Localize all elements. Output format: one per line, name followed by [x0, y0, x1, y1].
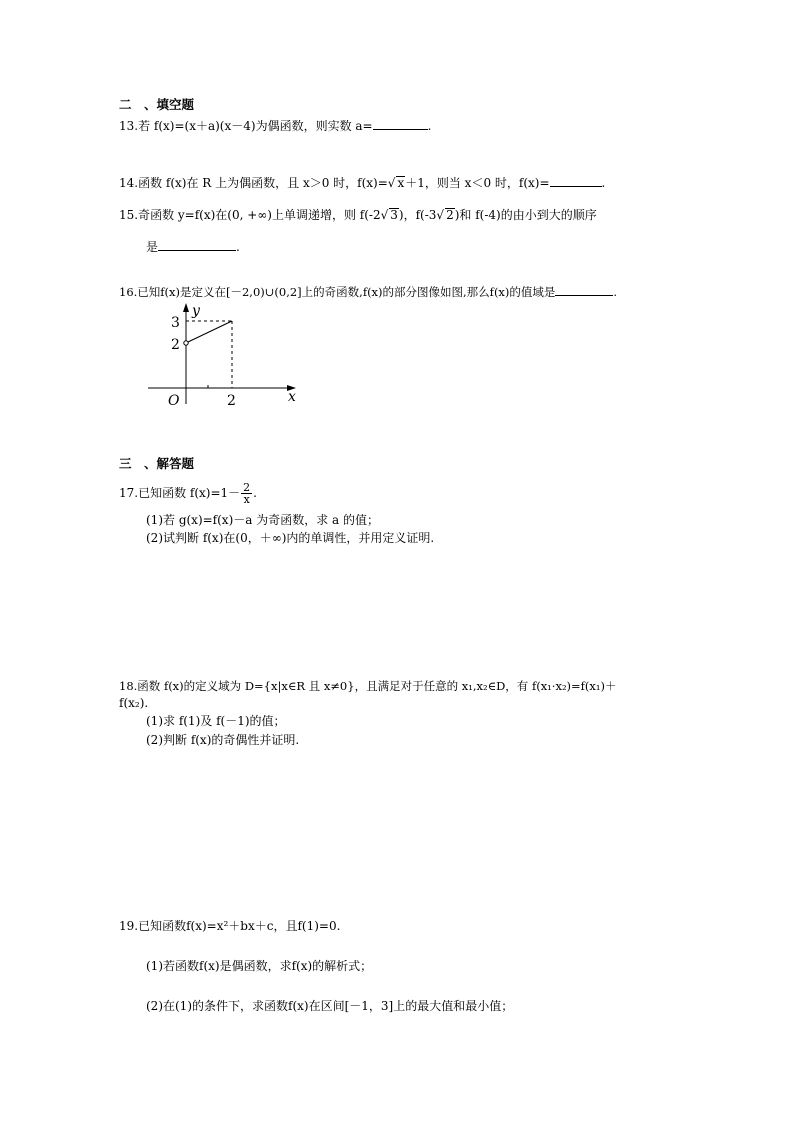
question-19: 19.已知函数f(x)=x²＋bx＋c，且f(1)=0.: [119, 919, 341, 933]
sqrt-sign: √: [387, 176, 396, 190]
function-graph: [140, 300, 310, 415]
question-13: [119, 117, 431, 134]
answer-blank-16[interactable]: [555, 283, 613, 296]
answer-blank-15[interactable]: [158, 238, 236, 251]
section-title-answers: 三 、解答题: [119, 456, 195, 471]
tick-label-2-x: 2: [227, 393, 236, 409]
fraction: [241, 482, 252, 505]
origin-label: O: [168, 393, 180, 409]
question-17-pre: 17.已知函数 f(x)=1－: [119, 486, 241, 500]
question-15: [119, 207, 597, 223]
question-16-text: 16.已知f(x)是定义在[－2,0)∪(0,2]上的奇函数,f(x)的部分图像如图,那么f(x)的值域是: [119, 285, 556, 299]
x-label: x: [288, 389, 296, 405]
question-17-sub1: (1)若 g(x)=f(x)－a 为奇函数，求 a 的值；: [146, 513, 380, 527]
y-label: y: [192, 303, 200, 319]
question-13-text: 13.若 f(x)=(x＋a)(x－4)为偶函数，则实数 a=: [119, 119, 373, 133]
question-17: [119, 480, 257, 506]
question-15-part2: )，f(-3: [398, 208, 437, 222]
sqrt-radicand-2: 2: [446, 208, 454, 222]
question-13-end: .: [427, 119, 432, 133]
question-18-sub2: (2)判断 f(x)的奇偶性并证明.: [146, 733, 300, 747]
question-15-end: .: [236, 240, 240, 254]
question-18-line1: 18.函数 f(x)的定义域为 D={x|x∈R 且 x≠0}，且满足对于任意的 x₁,x₂∈D，有 f(x₁·x₂)=f(x₁)＋: [119, 679, 617, 693]
sqrt-radicand: x: [397, 176, 405, 190]
fraction-denominator: x: [243, 493, 250, 506]
question-19-sub2: (2)在(1)的条件下，求函数f(x)在区间[－1，3]上的最大值和最小值；: [146, 999, 514, 1013]
graph-segment: [188, 321, 232, 342]
answer-blank-13[interactable]: [373, 117, 428, 130]
question-15-line2: [146, 238, 240, 255]
y-axis-arrow: [183, 303, 189, 312]
question-15-shi: 是: [146, 240, 159, 254]
question-17-end: .: [253, 486, 257, 500]
question-18-sub1: (1)求 f(1)及 f(－1)的值；: [146, 714, 286, 728]
question-19-sub1: (1)若函数f(x)是偶函数，求f(x)的解析式；: [146, 959, 373, 973]
question-15-part3: )和 f(-4)的由小到大的顺序: [454, 208, 597, 222]
section-title-fill-in: 二 、填空题: [119, 97, 195, 112]
question-15-part1: 15.奇函数 y=f(x)在(0, +∞)上单调递增，则 f(-2: [119, 208, 381, 222]
sqrt-radicand-3: 3: [390, 208, 398, 222]
question-14-pre: 14.函数 f(x)在 R 上为偶函数，且 x＞0 时，f(x)=: [119, 176, 388, 190]
question-18-line2: f(x₂).: [119, 696, 149, 710]
sqrt-sign: √: [436, 208, 445, 222]
question-16: [119, 283, 617, 300]
sqrt-sign: √: [380, 208, 389, 222]
question-17-sub2: (2)试判断 f(x)在(0，＋∞)内的单调性，并用定义证明.: [146, 531, 435, 545]
tick-label-3: 3: [171, 315, 180, 331]
answer-blank-14[interactable]: [550, 174, 602, 187]
open-endpoint: [184, 341, 188, 345]
question-14: [119, 174, 605, 191]
fraction-numerator: 2: [243, 481, 251, 494]
question-14-post: ＋1，则当 x＜0 时，f(x)=: [405, 176, 550, 190]
question-14-end: .: [601, 176, 606, 190]
tick-label-2-y: 2: [171, 337, 180, 353]
question-16-end: .: [613, 285, 618, 299]
